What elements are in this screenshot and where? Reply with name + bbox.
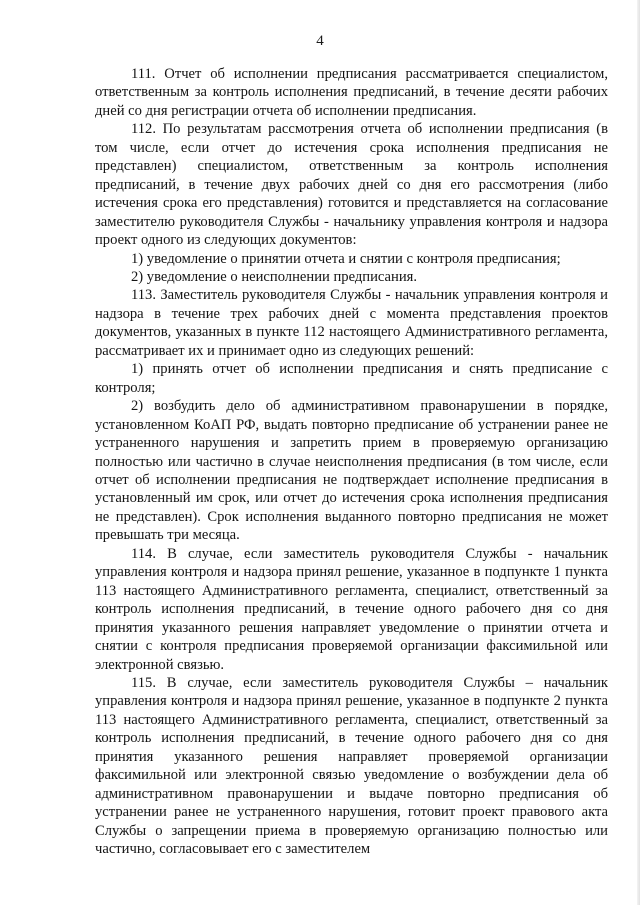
page-number: 4 (316, 33, 324, 49)
list-item-113-1: 1) принять отчет об исполнении предписания и снять предписание с контроля; (95, 361, 608, 396)
paragraph-115: 115. В случае, если заместитель руководителя Службы – начальник управления контроля и надзора принял решение, указанное в подпункте 2 пункта 113 настоящего Административного регламента, специалист, ответственный за контроль исполнения предписаний, в течение одного рабочего дня со дня принятия указанного решения направляет проверяемой организации факсимильной или электронной связью уведомление о возбуждении дела об административном правонарушении и выдаче повторно предписания об устранении ранее не устраненного нарушения, готовит проект правового акта Службы о запрещении приема в проверяемую организацию полностью или частично, согласовывает его с заместителем (95, 674, 608, 858)
paragraph-112: 112. По результатам рассмотрения отчета об исполнении предписания (в том числе, если отчет до истечения срока исполнения предписания не представлен) специалистом, ответственным за контроль исполнения предписаний, в течение двух рабочих дней со дня его рассмотрения (либо истечения срока его представления) готовится и представляется на согласование заместителю руководителя Службы - начальнику управления контроля и надзора проект одного из следующих документов: (95, 121, 608, 249)
paragraph-111: 111. Отчет об исполнении предписания рассматривается специалистом, ответственным за контроль исполнения предписаний, в течение десяти рабочих дней со дня регистрации отчета об исполнении предписания. (95, 66, 608, 119)
paragraph-113: 113. Заместитель руководителя Службы - начальник управления контроля и надзора в течение трех рабочих дней с момента представления проектов документов, указанных в пункте 112 настоящего Административного регламента, рассматривает их и принимает одно из следующих решений: (95, 287, 608, 359)
list-item-112-2: 2) уведомление о неисполнении предписания. (131, 268, 418, 285)
document-body (95, 65, 608, 858)
list-item-113-2: 2) возбудить дело об административном правонарушении в порядке, установленном КоАП РФ, выдать повторно предписание об устранении ранее не устраненного нарушения и запретить прием в проверяемую организацию полностью или частично в случае неисполнения предписания (в том числе, если отчет об исполнении предписания не подтверждает исполнение предписания в установленный им срок, или отчет до истечения срока исполнения предписания не представлен). Срок исполнения выданного повторно предписания не может превышать три месяца. (95, 398, 608, 544)
list-item-112-1: 1) уведомление о принятии отчета и снятии с контроля предписания; (131, 250, 561, 267)
paragraph-114: 114. В случае, если заместитель руководителя Службы - начальник управления контроля и надзора принял решение, указанное в подпункте 1 пункта 113 настоящего Административного регламента, специалист, ответственный за контроль исполнения предписаний, в течение одного рабочего дня со дня принятия указанного решения направляет уведомление о принятии отчета и снятии с контроля предписания проверяемой организации факсимильной или электронной связью. (95, 545, 608, 673)
